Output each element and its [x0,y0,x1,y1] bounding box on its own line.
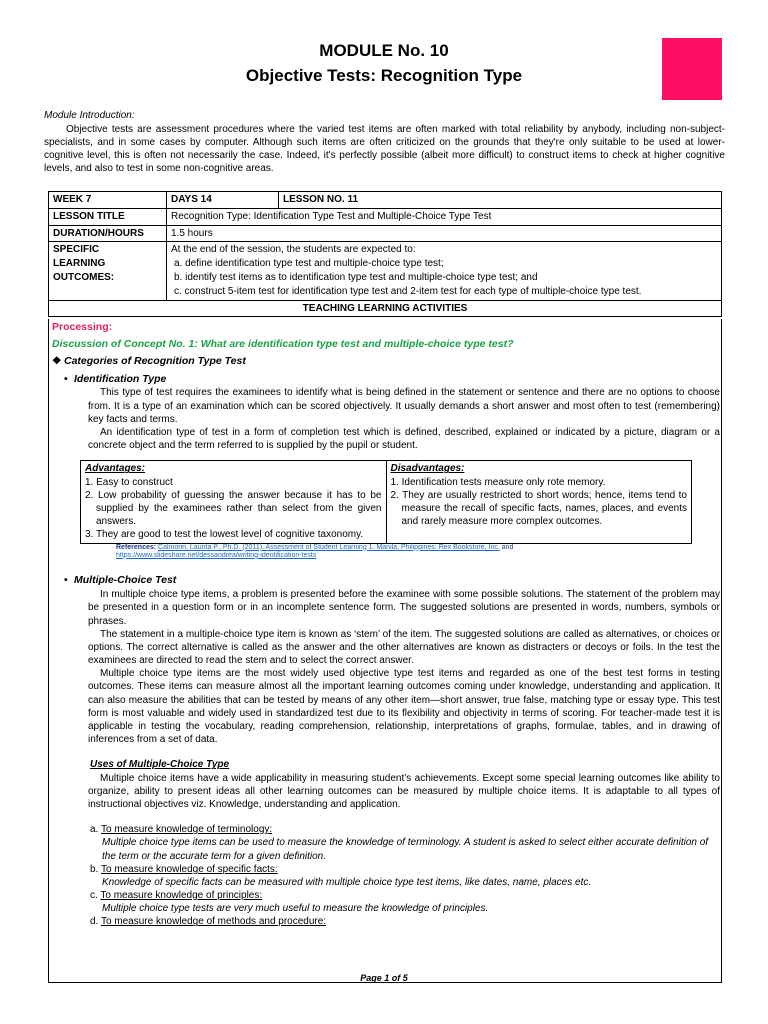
list-item [90,889,720,915]
list-item: 2. Low probability of guessing the answer because it has to be supplied by the examinees rather than select from the given answers. [85,489,382,528]
duration-value: 1.5 hours [167,225,722,242]
table-row [49,225,722,242]
identification-para-1: This type of test requires the examinees to identify what is being defined in the statement or sentence and there are no options to choose from. It is a type of an examination which can be scored objectively. It usually demands a short answer and most often to test (remembering) key facts and terms. [88,387,720,425]
list-item [90,823,720,863]
disadvantages-list [391,476,688,529]
reference-link[interactable]: https://www.slideshare.net/dessandrea/writing-identification-tests [116,551,317,559]
references-and: and [501,543,514,551]
table-row [49,300,722,317]
identification-para-2: An identification type of test in a form of completion test which is defined, described, explained or indicated by a picture, diagram or a concrete object and the term referred to is supplied by the pupil or student. [88,427,720,452]
list-item: 2. They are usually restricted to short words; hence, items tend to measure the recall of specific facts, names, places, and events and rarely measure more complex outcomes. [390,489,687,528]
outcomes-list [171,257,717,298]
lesson-title-label: LESSON TITLE [49,208,167,225]
multiple-choice-para-1: In multiple choice type items, a problem is presented before the examinee with some possible solutions. The statement of the problem may be presented in a question form or in an incomplete sentence form. The suggested solutions are presented in words, numbers, symbols or phrases. [88,589,720,627]
categories-heading-text: Categories of Recognition Type Test [64,354,246,367]
list-item: 1. Easy to construct [85,476,173,488]
week-cell: WEEK 7 [49,192,167,209]
use-letter: c. [90,890,98,902]
table-row [49,208,722,225]
uses-intro: Multiple choice items have a wide applicability in measuring student’s achievements. Except some special learning outcomes like ability to organize, ability to present ideas all other learning outcomes can be measured by multiple choice items. It is adaptable to all types of instructional objectives viz. Knowledge, understanding and application. [88,772,720,810]
use-title: To measure knowledge of methods and procedure: [100,916,327,928]
advantages-cell [81,461,387,543]
diamond-bullet-icon: ❖ [52,354,62,367]
uses-list [52,823,720,929]
page-number: Page 1 of 5 [360,973,408,983]
outcome-item: c. construct 5-item test for identification type test and 2-item test for each type of multiple-choice type test. [174,285,642,297]
module-subtitle: Objective Tests: Recognition Type [245,66,523,85]
use-letter: a. [90,824,99,836]
module-title: MODULE No. 10 [319,41,449,60]
outcomes-label [49,242,167,300]
table-row [49,242,722,300]
reference-link[interactable]: Calmorin, Laurita P., Ph.D. (2011). Assessment of Student Learning 1. Manila, Philippines: Rex Bookstore, Inc. [158,543,500,551]
multiple-choice-para-3: Multiple choice type items are the most widely used objective type test items and regarded as one of the best test forms in testing outcomes. These items can measure almost all the important learning outcomes coming under knowledge, understanding and application. It can also measure the abilities that can be tested by means of any other item—short answer, true false, matching type or essay type. This test form is most valuable and widely used in standardized test due to its flexibility and objectivity in terms of scoring. For teacher-made test it is applicable in testing the vocabulary, reading comprehension, relationship, interpretations of graphs, formulae, tables, and in drawing of inferences from a set of data. [88,668,720,746]
use-description: Knowledge of specific facts can be measured with multiple choice type test items, like dates, name, places etc. [102,876,592,888]
lesson-title-value: Recognition Type: Identification Type Test and Multiple-Choice Type Test [167,208,722,225]
categories-heading [52,355,720,369]
list-item: 1. Identification tests measure only rote memory. [390,476,606,488]
outcomes-label-line: SPECIFIC [53,244,100,256]
multiple-choice-para-2: The statement in a multiple-choice type item is known as ‘stem’ of the item. The suggested solutions are called as alternatives, or choices or options. The correct alternative is called as the answer and the other alternatives are known as distracters or decoys or foils. In the test the examinees are directed to read the stem and to select the correct answer. [88,628,720,667]
use-title: To measure knowledge of terminology: [100,824,273,836]
lesson-info-table [48,191,722,317]
activities-header: TEACHING LEARNING ACTIVITIES [49,300,722,317]
use-description: Multiple choice type tests are very much useful to measure the knowledge of principles. [102,903,489,915]
disadvantages-cell [386,461,692,543]
outcome-item: b. identify test items as to identification type test and multiple-choice type test; and [174,271,538,283]
references-label: References: [116,543,157,551]
outcomes-label-line: OUTCOMES: [53,271,115,283]
processing-label: Processing: [52,321,113,333]
table-row [81,461,692,543]
list-item: 3. They are good to test the lowest level of cognitive taxonomy. [85,529,364,541]
use-title: To measure knowledge of specific facts: [100,863,278,875]
intro-paragraph: Objective tests are assessment procedures where the varied test items are often marked with total reliability by anybody, including non-subject-specialists, and in some cases by computer. Although such items are often criticized on the grounds that they're only suitable to be used at lower-cognitive level, this is often not necessarily the case. Indeed, it's perfectly possible (albeit more difficult) to construct items to check at higher cognitive levels, and also to test in some non-cognitive areas. [44,124,725,174]
outcome-item: a. define identification type test and multiple-choice type test; [174,258,444,270]
activities-content [52,321,720,929]
advantages-heading: Advantages: [85,463,146,475]
discussion-heading: Discussion of Concept No. 1: What are identification type test and multiple-choice type test? [52,337,514,350]
outcomes-value [167,242,722,300]
lesson-no-cell: LESSON NO. 11 [279,192,722,209]
use-title: To measure knowledge of principles: [100,890,263,902]
advantages-list [85,476,382,542]
uses-heading: Uses of Multiple-Choice Type [90,759,230,771]
list-item [90,915,720,928]
multiple-choice-heading: • Multiple-Choice Test [52,574,720,588]
duration-label: DURATION/HOURS [49,225,167,242]
identification-heading: • Identification Type [52,373,720,387]
advantages-table [80,460,692,543]
outcomes-label-line: LEARNING [53,258,106,270]
outcomes-intro: At the end of the session, the students are expected to: [171,244,416,256]
use-letter: d. [90,916,99,928]
disadvantages-heading: Disadvantages: [390,463,465,475]
intro-label: Module Introduction: [44,110,135,121]
days-cell: DAYS 14 [167,192,279,209]
use-letter: b. [90,863,99,875]
table-row [49,192,722,209]
use-description: Multiple choice type items can be used to measure the knowledge of terminology. A student is asked to select either accurate definition of the term or the accurate term for a given definition. [102,837,709,862]
list-item [90,863,720,889]
references [80,544,720,561]
